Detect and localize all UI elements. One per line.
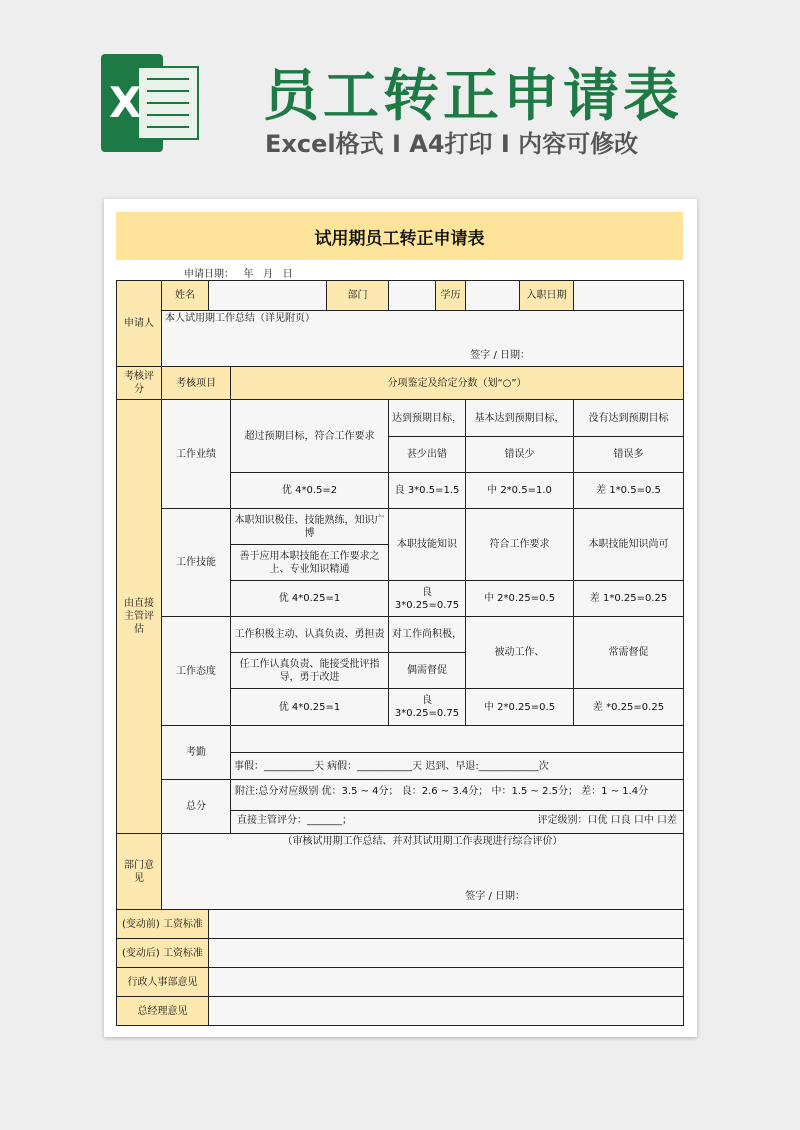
assessment-header: 分项鉴定及给定分数（划“○”） (231, 367, 684, 400)
assessment-item-label: 考核项目 (162, 367, 231, 400)
salary-before-label: (变动前) 工资标准 (117, 910, 209, 939)
excel-logo-letter: X (109, 78, 142, 127)
skills-c1b[interactable]: 善于应用本职技能在工作要求之上、专业知识精通 (231, 545, 389, 581)
performance-score-medium[interactable]: 中 2*0.5=1.0 (466, 473, 574, 509)
page-title: 员工转正申请表 (263, 64, 683, 129)
performance-c4a[interactable]: 没有达到预期目标 (574, 400, 684, 437)
application-table (116, 280, 684, 1026)
dept-opinion-field[interactable] (162, 834, 684, 910)
attitude-score-excellent[interactable]: 优 4*0.25=1 (231, 689, 389, 726)
attitude-c1b[interactable]: 任工作认真负责、能接受批评指导，勇于改进 (231, 653, 389, 689)
attitude-c3[interactable]: 被动工作、 (466, 617, 574, 689)
applicant-sign-label: 签字 / 日期： (470, 350, 531, 361)
total-label: 总分 (162, 780, 231, 834)
edu-label: 学历 (436, 281, 466, 311)
attitude-score-poor[interactable]: 差 *0.25=0.25 (574, 689, 684, 726)
performance-c3a[interactable]: 基本达到预期目标， (466, 400, 574, 437)
work-summary-field[interactable] (162, 311, 684, 367)
attitude-score-medium[interactable]: 中 2*0.25=0.5 (466, 689, 574, 726)
form-title: 试用期员工转正申请表 (116, 212, 683, 260)
performance-c2b[interactable]: 甚少出错 (389, 437, 466, 473)
dept-sign-label: 签字 / 日期： (465, 891, 526, 902)
dept-opinion-hint: （审核试用期工作总结、并对其试用期工作表现进行综合评价） (282, 836, 563, 847)
attitude-score-good[interactable]: 良 3*0.25=0.75 (389, 689, 466, 726)
attitude-c2b[interactable]: 偶需督促 (389, 653, 466, 689)
dept-opinion-label: 部门意见 (117, 834, 162, 910)
performance-score-excellent[interactable]: 优 4*0.5=2 (231, 473, 389, 509)
skills-c2[interactable]: 本职技能知识 (389, 509, 466, 581)
total-field (231, 780, 684, 834)
attitude-c4[interactable]: 常需督促 (574, 617, 684, 689)
skills-c4[interactable]: 本职技能知识尚可 (574, 509, 684, 581)
skills-score-good[interactable]: 良 3*0.25=0.75 (389, 581, 466, 617)
salary-before-field[interactable] (209, 910, 684, 939)
skills-label: 工作技能 (162, 509, 231, 617)
salary-after-label: (变动后) 工资标准 (117, 939, 209, 968)
gm-opinion-field[interactable] (209, 997, 684, 1026)
grade-checkboxes[interactable]: 评定级别：口优 口良 口中 口差 (537, 814, 678, 826)
performance-c4b[interactable]: 错误多 (574, 437, 684, 473)
join-date-field[interactable] (574, 281, 684, 311)
name-label: 姓名 (162, 281, 209, 311)
attendance-field[interactable]: 事假：__________天 病假：___________天 迟到、早退:____________次 (231, 753, 684, 780)
gm-opinion-label: 总经理意见 (117, 997, 209, 1026)
performance-score-good[interactable]: 良 3*0.5=1.5 (389, 473, 466, 509)
performance-score-poor[interactable]: 差 1*0.5=0.5 (574, 473, 684, 509)
assessment-label: 考核评分 (117, 367, 162, 400)
form-sheet (104, 199, 697, 1037)
manager-score-field[interactable]: 直接主管评分：_______； (237, 814, 352, 826)
attitude-c2a[interactable]: 对工作尚积极， (389, 617, 466, 653)
skills-score-medium[interactable]: 中 2*0.25=0.5 (466, 581, 574, 617)
performance-c1[interactable]: 超过预期目标，符合工作要求 (231, 400, 389, 473)
name-field[interactable] (209, 281, 327, 311)
total-level-note: 附注:总分对应级别 优：3.5 ~ 4分； 良：2.6 ~ 3.4分； 中：1.5 ~ 2.5分； 差：1 ~ 1.4分 (231, 784, 683, 811)
applicant-label: 申请人 (117, 281, 162, 367)
skills-score-excellent[interactable]: 优 4*0.25=1 (231, 581, 389, 617)
performance-label: 工作业绩 (162, 400, 231, 509)
salary-after-field[interactable] (209, 939, 684, 968)
attendance-spacer (231, 726, 684, 753)
performance-c2a[interactable]: 达到预期目标， (389, 400, 466, 437)
hr-opinion-field[interactable] (209, 968, 684, 997)
skills-score-poor[interactable]: 差 1*0.25=0.25 (574, 581, 684, 617)
hr-opinion-label: 行政人事部意见 (117, 968, 209, 997)
attitude-label: 工作态度 (162, 617, 231, 726)
apply-date[interactable]: 申请日期： 年 月 日 (184, 269, 293, 280)
edu-field[interactable] (466, 281, 520, 311)
excel-sheet-icon (137, 66, 199, 140)
work-summary-label: 本人试用期工作总结（详见附页） (165, 313, 315, 324)
attendance-label: 考勤 (162, 726, 231, 780)
performance-c3b[interactable]: 错误少 (466, 437, 574, 473)
join-date-label: 入职日期 (520, 281, 574, 311)
excel-logo (101, 54, 199, 152)
attitude-c1a[interactable]: 工作积极主动、认真负责、勇担责 (231, 617, 389, 653)
skills-c3[interactable]: 符合工作要求 (466, 509, 574, 581)
dept-label: 部门 (327, 281, 389, 311)
skills-c1a[interactable]: 本职知识极佳、技能熟练，知识广博 (231, 509, 389, 545)
dept-field[interactable] (389, 281, 436, 311)
page-subtitle: Excel格式 Ⅰ A4打印 Ⅰ 内容可修改 (265, 130, 639, 158)
manager-eval-label: 由直接主管评估 (117, 400, 162, 834)
